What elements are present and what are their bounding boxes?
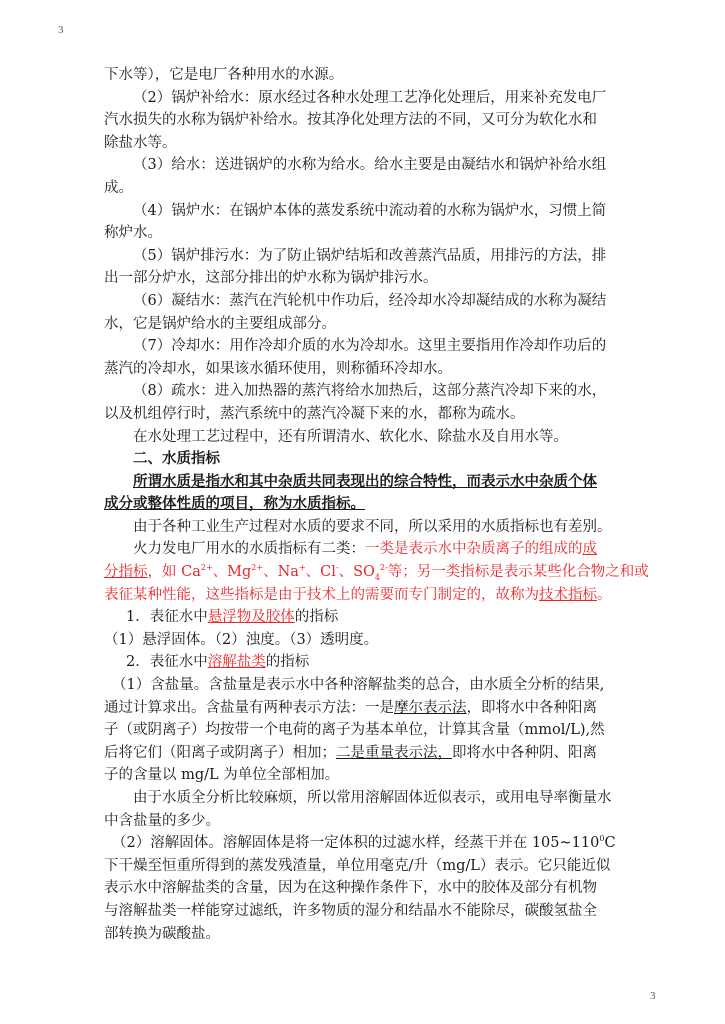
paragraph-line: 中含盐量的多少。 bbox=[104, 812, 220, 829]
paragraph-line: 出一部分炉水，这部分排出的炉水称为锅炉排污水。 bbox=[104, 270, 438, 287]
paragraph-line: 子的含量以 mg/L 为单位全部相加。 bbox=[104, 767, 340, 784]
paragraph-line: 下干燥至恒重所得到的蒸发残渣量，单位用毫克/升（mg/L）表示。它只能近似 bbox=[104, 857, 611, 874]
paragraph-line: 称炉水。 bbox=[104, 225, 162, 242]
paragraph-line bbox=[104, 584, 670, 607]
highlight-term: 分指标 bbox=[104, 564, 148, 581]
paragraph-line bbox=[104, 538, 670, 561]
paragraph-line: 子（或阴离子）均按带一个电荷的离子为基本单位，计算其含量（mmol/L),然 bbox=[104, 722, 605, 739]
ion-charge: 2+ bbox=[200, 563, 213, 573]
page-number-bottom: 3 bbox=[650, 990, 656, 1002]
highlight-text: 一类是表示水中杂质离子的组成的 bbox=[365, 541, 583, 558]
ion-label: 、SO bbox=[338, 564, 375, 581]
paragraph-line: （7）冷却水：用作冷却介质的水为冷却水。这里主要指用作冷却作功后的 bbox=[133, 338, 607, 355]
paragraph-line: 由于各种工业生产过程对水质的要求不同，所以采用的水质指标也有差别。 bbox=[133, 518, 612, 535]
text-span: C bbox=[604, 835, 616, 852]
ion-cl bbox=[306, 564, 339, 580]
paragraph-line: 在水处理工艺过程中，还有所谓清水、软化水、除盐水及自用水等。 bbox=[133, 428, 568, 445]
paragraph-line: （8）疏水：进入加热器的蒸汽将给水加热后，这部分蒸汽冷却下来的水， bbox=[133, 383, 607, 400]
paragraph-line: （6）凝结水：蒸汽在汽轮机中作功后，经冷却水冷却凝结成的水称为凝结 bbox=[133, 292, 607, 309]
text-span: ~110 bbox=[559, 835, 600, 852]
text-span: 火力发电厂用水的水质指标有二类： bbox=[133, 541, 365, 558]
ion-charge: - bbox=[335, 563, 339, 573]
ion-label: 、Na bbox=[263, 564, 299, 581]
ion-charge: 2+ bbox=[251, 563, 264, 573]
paragraph-line bbox=[104, 561, 670, 584]
highlight-term: 技术指标 bbox=[539, 586, 597, 603]
ion-ca bbox=[148, 564, 213, 580]
ion-subscript: 4 bbox=[374, 572, 380, 582]
paragraph-line: 部转换为碳酸盐。 bbox=[104, 925, 220, 942]
paragraph-line: 蒸汽的冷却水，如果该水循环使用，则称循环冷却水。 bbox=[104, 360, 452, 377]
paragraph-line: （5）锅炉排污水：为了防止锅炉结垢和改善蒸汽品质，用排污的方法，排 bbox=[133, 247, 607, 264]
text-span: 即将水中各种阴、阳离 bbox=[452, 744, 597, 761]
paragraph-line: 水，它是锅炉给水的主要组成部分。 bbox=[104, 315, 336, 332]
highlight-text: 等；另一类指标是表示某些化合物之和或 bbox=[387, 564, 649, 581]
page-number-top: 3 bbox=[58, 24, 64, 36]
highlight-text: 表征某种性能，这些指标是由于技术上的需要而专门制定的，故称为 bbox=[104, 586, 539, 603]
paragraph-line: 表示水中溶解盐类的含量，因为在这种操作条件下，水中的胶体及部分有机物 bbox=[104, 880, 597, 897]
ion-label: 、Mg bbox=[212, 564, 252, 581]
text-span: 2．表征水中 bbox=[126, 654, 208, 671]
ion-na bbox=[263, 564, 306, 580]
text-span: ，即将水中各种阳离 bbox=[466, 699, 597, 716]
paragraph-line bbox=[104, 697, 670, 720]
ion-mg bbox=[213, 564, 263, 580]
section-heading: 二、水质指标 bbox=[133, 451, 220, 468]
highlight-text: 。 bbox=[597, 586, 612, 603]
text-span: 后将它们（阳离子或阴离子）相加； bbox=[104, 744, 336, 761]
definition-line: 所谓水质是指水和其中杂质共同表现出的综合特性，而表示水中杂质个体 bbox=[133, 472, 597, 490]
ion-label: 、Cl bbox=[305, 564, 336, 581]
paragraph-line: 汽水损失的水称为锅炉补给水。按其净化处理方法的不同，又可分为软化水和 bbox=[104, 112, 597, 129]
paragraph-line: （4）锅炉水：在锅炉本体的蒸发系统中流动着的水称为锅炉水，习惯上简 bbox=[133, 202, 607, 219]
paragraph-line: 下水等），它是电厂各种用水的水源。 bbox=[104, 67, 344, 83]
paragraph-line: （3）给水：送进锅炉的水称为给水。给水主要是由凝结水和锅炉补给水组 bbox=[133, 157, 607, 174]
degree-mark: 0 bbox=[599, 834, 605, 844]
text-span: 的指标 bbox=[294, 609, 339, 626]
highlight-term: 溶解盐类 bbox=[207, 654, 266, 671]
text-span: 的指标 bbox=[265, 654, 310, 671]
highlight-term: 成 bbox=[582, 541, 597, 558]
paragraph-line bbox=[104, 832, 670, 855]
paragraph-line: （1）悬浮固体。（2）浊度。（3）透明度。 bbox=[104, 631, 379, 648]
text-span: （2）溶解固体。溶解固体是将一定体积的过滤水样，经蒸干并在 105 bbox=[112, 835, 560, 852]
underlined-term: 二是重量表示法， bbox=[336, 744, 452, 761]
ion-charge: + bbox=[298, 563, 306, 573]
paragraph-line: 与溶解盐类一样能穿过滤纸，许多物质的湿分和结晶水不能除尽，碳酸氢盐全 bbox=[104, 902, 597, 919]
subheading-line bbox=[104, 651, 670, 674]
paragraph-line bbox=[104, 742, 670, 765]
paragraph-line: 除盐水等。 bbox=[104, 134, 177, 151]
definition-line: 成分或整体性质的项目，称为水质指标。 bbox=[104, 495, 365, 513]
paragraph-line: 成。 bbox=[104, 179, 133, 196]
text-span: 1．表征水中 bbox=[126, 609, 208, 626]
paragraph-line: 由于水质全分析比较麻烦，所以常用溶解固体近似表示，或用电导率衡量水 bbox=[133, 790, 612, 806]
paragraph-line: （1）含盐量。含盐量是表示水中各种溶解盐类的总合，由水质全分析的结果, bbox=[112, 677, 605, 694]
paragraph-line: （2）锅炉补给水：原水经过各种水处理工艺净化处理后，用来补充发电厂 bbox=[133, 89, 607, 106]
ion-label: ，如 Ca bbox=[147, 564, 201, 581]
subheading-line bbox=[104, 606, 670, 629]
ion-so4 bbox=[339, 564, 388, 580]
paragraph-line: 以及机组停行时，蒸汽系统中的蒸汽冷凝下来的水，都称为疏水。 bbox=[104, 405, 525, 422]
highlight-term: 悬浮物及胶体 bbox=[207, 609, 295, 626]
document-body bbox=[104, 64, 670, 945]
ion-charge: 2- bbox=[380, 563, 388, 573]
underlined-term: 摩尔表示法 bbox=[394, 699, 467, 716]
text-span: 通过计算求出。含盐量有两种表示方法：一是 bbox=[104, 699, 394, 716]
